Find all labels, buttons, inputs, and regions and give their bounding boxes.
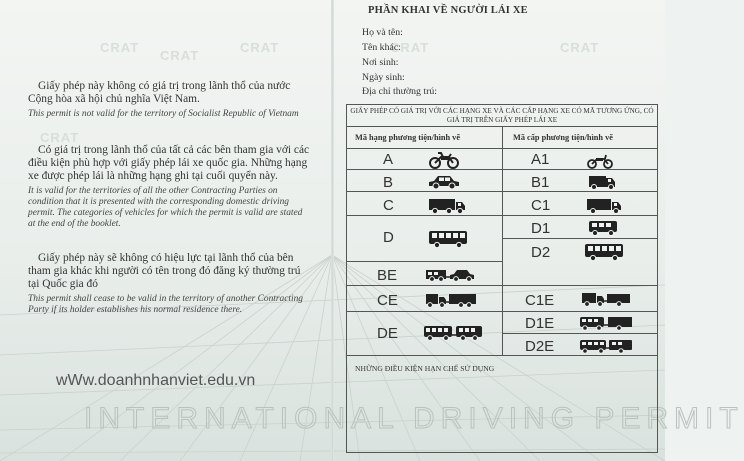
minibus-icon [587,219,619,237]
notice-english: This permit is not valid for the territory of Socialist Republic of Vietnam [28,109,299,119]
subcategory-code: D2 [531,244,551,261]
validity-notice-residence [28,252,310,316]
row-divider [503,238,657,239]
light-truck-trailer-icon [581,291,631,309]
bus-icon [583,242,625,262]
left-page [0,0,331,461]
validity-notice-parties [28,144,310,230]
category-code: D [383,229,394,246]
notice-english: It is valid for the territories of all the other Contracting Parties on condition that it is presented with the corresponding domestic driving permit. The categories of vehicles for which the permit is valid are stated at the end of the booklet. [28,186,303,229]
light-truck-icon [585,197,623,215]
row-divider [347,311,502,312]
row-divider [503,215,657,216]
minibus-trailer-icon [579,314,633,332]
truck-trailer-icon [425,292,477,310]
row-divider [347,169,502,170]
field-full-name: Họ và tên: [362,27,403,38]
column-divider [502,127,503,356]
row-divider [503,169,657,170]
category-code: BE [377,267,398,284]
ghost-mark: CRAT [40,130,80,145]
field-birthplace: Nơi sinh: [362,57,399,68]
restrictions-label: NHỮNG ĐIỀU KIỆN HẠN CHẾ SỬ DỤNG [355,364,495,373]
row-divider [347,215,502,216]
column-header-subcategories: Mã cấp phương tiện/hình vẽ [513,133,613,142]
car-icon [427,174,461,190]
right-page [334,0,665,461]
row-divider [503,311,657,312]
truck-icon [427,197,467,215]
row-divider [503,285,657,286]
ghost-mark: CRAT [240,40,280,55]
table-header: GIẤY PHÉP CÓ GIÁ TRỊ VỚI CÁC HẠNG XE VÀ CÁC CẤP HẠNG XE CÓ MÃ TƯƠNG ỨNG, CÓ GIÁ TRỊ TRÊN GIẤY PHÉP LÁI XE [347,105,657,127]
category-code: CE [377,292,398,309]
row-divider [347,285,502,286]
column-header-categories: Mã hạng phương tiện/hình vẽ [355,133,461,142]
usage-restrictions-box [346,356,658,453]
category-code: DE [377,325,398,342]
row-divider [503,191,657,192]
small-van-icon [587,174,617,191]
scooter-icon [587,153,613,169]
category-code: B [383,174,394,191]
car-trailer-icon [425,267,475,283]
subcategory-code: D2E [525,338,555,355]
notice-vietnamese: Giấy phép này không có giá trị trong lãnh thổ của nước Cộng hòa xã hội chủ nghĩa Việt Nam. [28,80,291,105]
ghost-mark: CRAT [560,40,600,55]
motorcycle-icon [429,151,459,169]
idp-watermark: INTERNATIONAL DRIVING PERMIT [84,402,744,435]
ghost-mark: CRAT [100,40,140,55]
subcategory-code: B1 [531,174,550,191]
bus-trailer-icon [423,323,483,343]
subcategory-code: C1 [531,197,551,214]
bus-icon [427,229,469,249]
license-categories-table [346,104,658,356]
ghost-mark: CRAT [160,48,200,63]
bus-trailer-icon [579,337,633,355]
field-other-name: Tên khác: [362,42,401,53]
notice-vietnamese: Có giá trị trong lãnh thổ của tất cả các bên tham gia với các điều kiện phù hợp với giấy phép lái xe quốc gia. Những hạng xe được phép lái là những hạng ghi tại cuối quyển này. [28,144,310,182]
row-divider [347,261,502,262]
category-code: C [383,197,394,214]
website-watermark: wWw.doanhnhanviet.edu.vn [56,372,256,389]
subcategory-code: D1E [525,315,555,332]
category-code: A [383,151,394,168]
validity-notice-vietnam [28,80,310,120]
section-title: PHẦN KHAI VỀ NGƯỜI LÁI XE [368,5,528,16]
row-divider [347,191,502,192]
subcategory-code: C1E [525,292,555,309]
notice-vietnamese: Giấy phép này sẽ không có hiệu lực tại lãnh thổ của bên tham gia khác khi người có tên trong đó đăng ký thường trú tại Quốc gia đó [28,252,301,290]
row-divider [503,333,657,334]
subcategory-code: D1 [531,220,551,237]
subcategory-code: A1 [531,151,550,168]
notice-english: This permit shall cease to be valid in the territory of another Contracting Party if its holder establishes his normal residence there. [28,294,303,315]
ghost-mark: CRAT [390,40,430,55]
field-birth-date: Ngày sinh: [362,72,405,83]
field-address: Địa chỉ thường trú: [362,86,437,97]
